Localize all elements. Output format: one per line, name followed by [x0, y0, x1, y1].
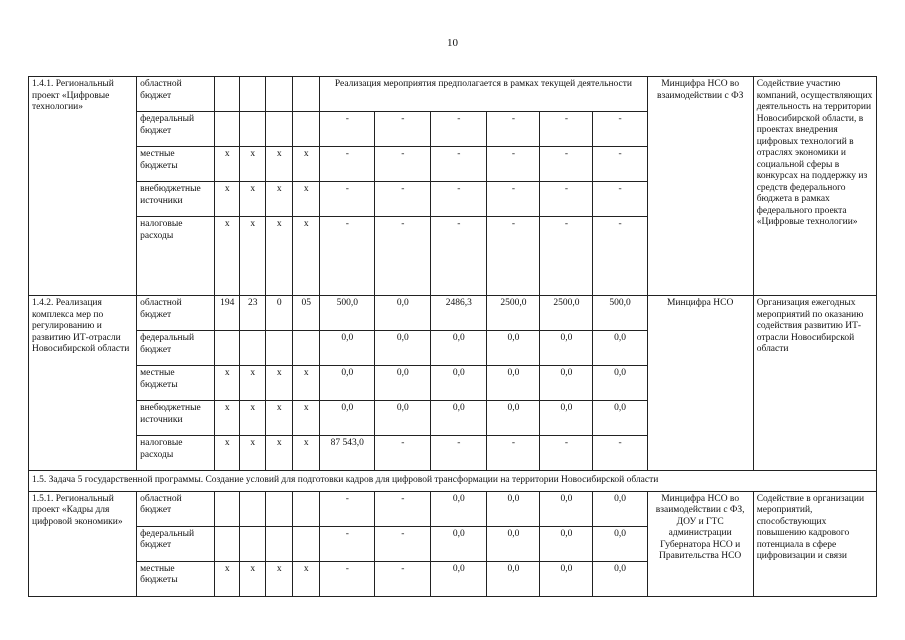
code-cell: х: [215, 182, 240, 217]
value-cell: 0,0: [375, 296, 431, 331]
code-cell: х: [215, 217, 240, 296]
value-cell: -: [320, 561, 375, 596]
value-cell: -: [375, 526, 431, 561]
executor: Минцифра НСО во взаимодействии с ФЗ: [647, 77, 753, 296]
value-cell: -: [375, 561, 431, 596]
program-table: [28, 76, 877, 597]
executor: Минцифра НСО: [647, 296, 753, 471]
value-cell: 0,0: [431, 526, 487, 561]
value-cell: 0,0: [540, 526, 593, 561]
value-cell: 0,0: [540, 561, 593, 596]
value-cell: 0,0: [375, 331, 431, 366]
code-cell: х: [266, 182, 293, 217]
code-cell: [293, 112, 320, 147]
code-cell: х: [240, 401, 266, 436]
expected-result: Содействие в организации мероприятий, способствующих повышению кадрового потенциала в сфере цифровизации и связи: [753, 491, 876, 596]
code-cell: [240, 112, 266, 147]
table-row: [29, 491, 877, 526]
value-cell: -: [487, 112, 540, 147]
table-row: [29, 296, 877, 331]
value-cell: 0,0: [487, 526, 540, 561]
value-cell: -: [431, 182, 487, 217]
code-cell: х: [215, 401, 240, 436]
value-cell: 0,0: [487, 366, 540, 401]
code-cell: х: [240, 561, 266, 596]
value-cell: -: [540, 112, 593, 147]
value-cell: -: [593, 182, 647, 217]
value-cell: -: [540, 217, 593, 296]
value-cell: 0,0: [487, 561, 540, 596]
funding-source: областной бюджет: [137, 296, 215, 331]
code-cell: х: [266, 561, 293, 596]
task-header: 1.5. Задача 5 государственной программы. Создание условий для подготовки кадров для цифровой трансформации на территории Новосибирской области: [29, 471, 877, 492]
funding-source: местные бюджеты: [137, 561, 215, 596]
funding-source: налоговые расходы: [137, 217, 215, 296]
value-cell: -: [320, 147, 375, 182]
value-cell: 0,0: [593, 366, 647, 401]
value-cell: -: [540, 147, 593, 182]
task-header-row: [29, 471, 877, 492]
value-cell: -: [540, 436, 593, 471]
value-cell: -: [320, 526, 375, 561]
value-cell: 0,0: [593, 401, 647, 436]
code-cell: [240, 77, 266, 112]
value-cell: -: [431, 112, 487, 147]
code-cell: х: [293, 366, 320, 401]
value-cell: -: [320, 217, 375, 296]
value-cell: -: [487, 147, 540, 182]
code-cell: х: [266, 436, 293, 471]
code-cell: х: [215, 147, 240, 182]
funding-source: областной бюджет: [137, 491, 215, 526]
funding-source: областной бюджет: [137, 77, 215, 112]
value-cell: 0,0: [320, 331, 375, 366]
value-cell: -: [375, 491, 431, 526]
funding-source: федеральный бюджет: [137, 112, 215, 147]
value-cell: -: [375, 147, 431, 182]
value-cell: 0,0: [487, 331, 540, 366]
code-cell: [240, 491, 266, 526]
value-cell: -: [487, 182, 540, 217]
executor: Минцифра НСО во взаимодействии с ФЗ, ДОУ и ГТС администрации Губернатора НСО и Правительства НСО: [647, 491, 753, 596]
merged-note: Реализация мероприятия предполагается в рамках текущей деятельности: [320, 77, 647, 112]
value-cell: 0,0: [431, 366, 487, 401]
value-cell: 500,0: [593, 296, 647, 331]
value-cell: -: [593, 147, 647, 182]
code-cell: х: [293, 561, 320, 596]
value-cell: -: [540, 182, 593, 217]
funding-source: внебюджетные источники: [137, 401, 215, 436]
value-cell: -: [320, 112, 375, 147]
code-cell: х: [266, 401, 293, 436]
code-cell: [215, 77, 240, 112]
code-cell: х: [293, 147, 320, 182]
code-cell: [266, 491, 293, 526]
funding-source: федеральный бюджет: [137, 331, 215, 366]
code-cell: х: [293, 401, 320, 436]
code-cell: [293, 491, 320, 526]
value-cell: 2500,0: [487, 296, 540, 331]
funding-source: местные бюджеты: [137, 366, 215, 401]
value-cell: 0,0: [487, 401, 540, 436]
code-cell: [266, 112, 293, 147]
code-cell: [215, 491, 240, 526]
funding-source: федеральный бюджет: [137, 526, 215, 561]
value-cell: 500,0: [320, 296, 375, 331]
page-number: 10: [447, 37, 458, 49]
value-cell: 2486,3: [431, 296, 487, 331]
value-cell: 0,0: [540, 366, 593, 401]
code-cell: х: [240, 217, 266, 296]
code-cell: х: [215, 561, 240, 596]
expected-result: Содействие участию компаний, осуществляющих деятельность на территории Новосибирской области, в проектах внедрения цифровых технологий в отраслях экономики и социальной сферы в конкурсах на поддержку из средств федерального бюджета в рамках федерального проекта «Цифровые технологии»: [753, 77, 876, 296]
code-cell: 05: [293, 296, 320, 331]
value-cell: 0,0: [375, 401, 431, 436]
value-cell: -: [375, 217, 431, 296]
value-cell: 0,0: [593, 331, 647, 366]
code-cell: [240, 331, 266, 366]
value-cell: -: [320, 182, 375, 217]
value-cell: -: [593, 217, 647, 296]
code-cell: [293, 77, 320, 112]
code-cell: х: [266, 147, 293, 182]
value-cell: 0,0: [487, 491, 540, 526]
code-cell: 0: [266, 296, 293, 331]
code-cell: [215, 112, 240, 147]
value-cell: 0,0: [540, 331, 593, 366]
value-cell: -: [431, 217, 487, 296]
value-cell: 0,0: [593, 561, 647, 596]
value-cell: 0,0: [375, 366, 431, 401]
value-cell: -: [593, 436, 647, 471]
value-cell: 0,0: [431, 401, 487, 436]
project-name: 1.4.2. Реализация комплекса мер по регулированию и развитию ИТ-отрасли Новосибирской области: [29, 296, 137, 471]
code-cell: [293, 526, 320, 561]
project-name: 1.5.1. Региональный проект «Кадры для цифровой экономики»: [29, 491, 137, 596]
value-cell: -: [431, 147, 487, 182]
value-cell: -: [375, 182, 431, 217]
value-cell: 0,0: [593, 526, 647, 561]
code-cell: х: [240, 366, 266, 401]
value-cell: -: [487, 217, 540, 296]
value-cell: 0,0: [593, 491, 647, 526]
code-cell: х: [240, 436, 266, 471]
value-cell: 0,0: [320, 366, 375, 401]
code-cell: х: [266, 366, 293, 401]
code-cell: х: [215, 436, 240, 471]
value-cell: 0,0: [540, 401, 593, 436]
code-cell: х: [240, 147, 266, 182]
code-cell: [293, 331, 320, 366]
table-row: [29, 77, 877, 112]
value-cell: 0,0: [431, 491, 487, 526]
value-cell: 0,0: [540, 491, 593, 526]
value-cell: -: [375, 112, 431, 147]
value-cell: -: [487, 436, 540, 471]
code-cell: [266, 331, 293, 366]
value-cell: 2500,0: [540, 296, 593, 331]
project-name: 1.4.1. Региональный проект «Цифровые технологии»: [29, 77, 137, 296]
funding-source: внебюджетные источники: [137, 182, 215, 217]
code-cell: [266, 526, 293, 561]
value-cell: -: [593, 112, 647, 147]
value-cell: -: [375, 436, 431, 471]
code-cell: х: [266, 217, 293, 296]
code-cell: [240, 526, 266, 561]
code-cell: х: [215, 366, 240, 401]
code-cell: [215, 526, 240, 561]
expected-result: Организация ежегодных мероприятий по оказанию содействия развитию ИТ-отрасли Новосибирской области: [753, 296, 876, 471]
code-cell: 194: [215, 296, 240, 331]
value-cell: -: [431, 436, 487, 471]
funding-source: местные бюджеты: [137, 147, 215, 182]
value-cell: 0,0: [431, 331, 487, 366]
code-cell: х: [293, 217, 320, 296]
code-cell: 23: [240, 296, 266, 331]
code-cell: х: [293, 436, 320, 471]
funding-source: налоговые расходы: [137, 436, 215, 471]
code-cell: х: [240, 182, 266, 217]
value-cell: 0,0: [320, 401, 375, 436]
code-cell: [266, 77, 293, 112]
value-cell: 87 543,0: [320, 436, 375, 471]
value-cell: 0,0: [431, 561, 487, 596]
code-cell: [215, 331, 240, 366]
value-cell: -: [320, 491, 375, 526]
code-cell: х: [293, 182, 320, 217]
